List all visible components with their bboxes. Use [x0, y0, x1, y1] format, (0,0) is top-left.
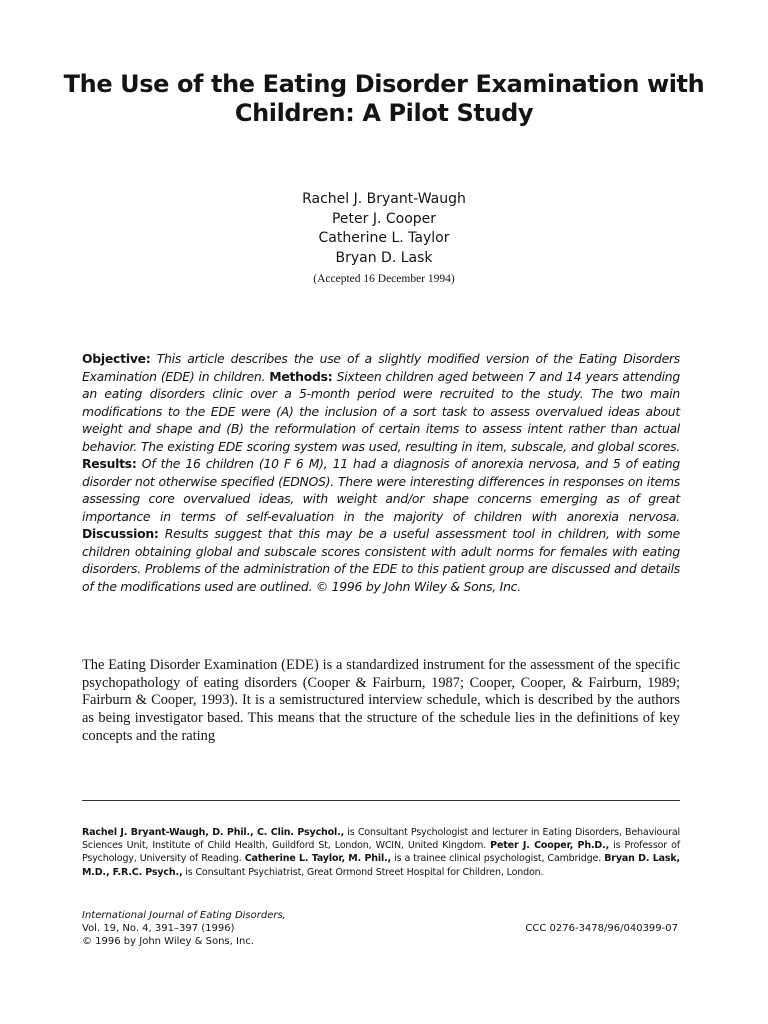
methods-label: Methods:: [269, 368, 333, 384]
author-name: Rachel J. Bryant-Waugh: [302, 191, 466, 207]
author-name: Bryan D. Lask: [335, 249, 433, 266]
affiliation-text: is a trainee clinical psychologist, Cambridge.: [391, 853, 605, 865]
accepted-date: (Accepted 16 December 1994): [313, 273, 455, 285]
objective-label: Objective:: [82, 351, 151, 366]
affiliation-text: is Professor of Psychology, University of Reading.: [82, 840, 680, 865]
results-label: Results:: [82, 456, 137, 471]
journal-copyright: © 1996 by John Wiley & Sons, Inc.: [82, 936, 254, 947]
affiliation-text: is Consultant Psychiatrist, Great Ormond Street Hospital for Children, London.: [182, 866, 544, 878]
title-line-1: The Use of the Eating Disorder Examination with: [63, 70, 705, 98]
author-name: Catherine L. Taylor: [318, 230, 450, 246]
methods-text: Sixteen children aged between 7 and 14 years attending an eating disorders clinic over a 5-month period were recruited to the study. The two main modifications to the EDE were (A) the inclusion of a sort task to assess overvalued ideas about weight and shape and (B) the reformulation of certain items to assess intent rather than actual behavior. The existing EDE scoring system was used, resulting in item, subscale, and global scores.: [82, 368, 680, 454]
author-list: [200, 190, 568, 268]
affiliation-name: Peter J. Cooper, Ph.D.,: [490, 840, 610, 852]
results-text: Of the 16 children (10 F 6 M), 11 had a diagnosis of anorexia nervosa, and 5 of eating disorder not otherwise specified (EDNOS). There were interesting differences in responses on items assessing core overvalued ideas, with weight and/or shape concerns emerging as of great importance in terms of self-evaluation in the majority of children with anorexia nervosa.: [82, 456, 680, 524]
affiliation-name: Catherine L. Taylor, M. Phil.,: [244, 853, 391, 865]
author-affiliations: [82, 826, 680, 879]
affiliation-name: Rachel J. Bryant-Waugh, D. Phil., C. Clin. Psychol.,: [82, 827, 345, 838]
abstract: [82, 350, 680, 595]
journal-name: International Journal of Eating Disorders,: [82, 910, 286, 921]
intro-paragraph: The Eating Disorder Examination (EDE) is a standardized instrument for the assessment of the specific psychopathology of eating disorders (Cooper & Fairburn, 1987; Cooper, Cooper, & Fairburn, 1989; Fairburn & Cooper, 1993). It is a semistructured interview schedule, which is described by the authors as being investigator based. This means that the structure of the schedule lies in the definitions of key concepts and the rating: [82, 657, 680, 744]
journal-details: Vol. 19, No. 4, 391–397 (1996): [82, 923, 235, 934]
affiliation-text: is Consultant Psychologist and lecturer in Eating Disorders, Behavioural Sciences Unit, Institute of Child Health, Guildford St, London, WCIN, United Kingdom.: [82, 827, 681, 852]
footnote-divider: [82, 800, 680, 801]
objective-text: This article describes the use of a slightly modified version of the Eating Disorders Examination (EDE) in children.: [82, 351, 680, 384]
title-line-2: Children: A Pilot Study: [234, 99, 534, 127]
paper-title: [60, 70, 708, 128]
affiliation-name: Bryan D. Lask, M.D., F.R.C. Psych.,: [82, 853, 681, 878]
discussion-label: Discussion:: [82, 526, 159, 541]
journal-citation: [82, 909, 482, 948]
ccc-code: CCC 0276-3478/96/040399-07: [525, 923, 678, 934]
journal-line: [82, 909, 482, 935]
discussion-text: Results suggest that this may be a useful assessment tool in children, with some children obtaining global and subscale scores consistent with adult norms for females with eating disorders. Problems of the administration of the EDE to this patient group are discussed and details of the modifications used are outlined. © 1996 by John Wiley & Sons, Inc.: [82, 526, 680, 594]
author-name: Peter J. Cooper: [331, 210, 437, 227]
